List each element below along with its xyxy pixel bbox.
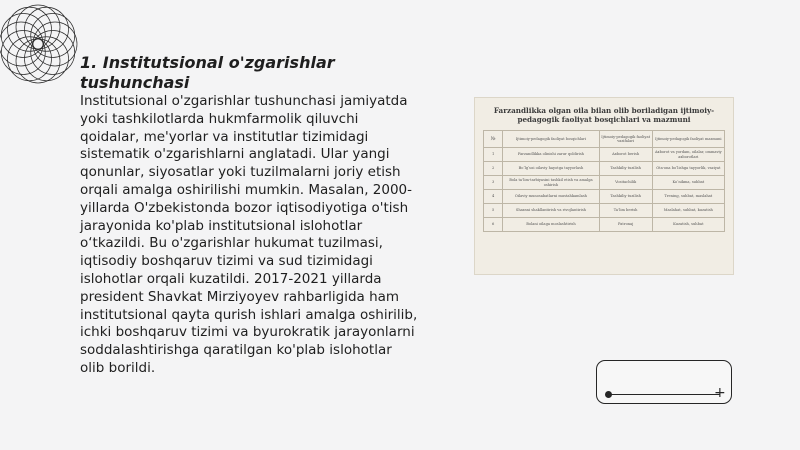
table-cell: Tashkiliy tuzilish [599,190,652,204]
table-cell: Bo‘lg‘usi oilaviy hayotga tayyorlash [503,162,599,176]
table-cell: Trening, suhbat, maslahat [652,190,724,204]
table-cell: Ta’lim berish [599,204,652,218]
table-row [484,148,725,162]
table-cell: Ko‘nikma, suhbat [652,176,724,190]
table-cell: Farzandlikka olinishi zarur qoldirish [503,148,599,162]
table-cell: Axborot berish [599,148,652,162]
table-row [484,162,725,176]
slider-track[interactable] [608,394,720,395]
slide-body-text: Institutsional o'zgarishlar tushunchasi jamiyatda yoki tashkilotlarda hukmfarmolik qiluvchi qoidalar, me'yorlar va institutlar tizimidagi sistematik o'zgarishlarni anglatadi. Ular yangi qonunlar, siyosatlar yoki tuzilmalarni joriy etish orqali amalga oshirilishi mumkin. Masalan, 2000-yillarda O'zbekistonda bozor iqtisodiyotiga o'tish jarayonida ko'plab institutsional islohotlar o‘tkazildi. Bu o'zgarishlar hukumat tuzilmasi, iqtisodiy boshqaruv tizimi va sud tizimidagi islohotlar orqali kuzatildi. 2017-2021 yillarda president Shavkat Mirziyoyev rahbarligida ham institutsional qayta qurish ishlari amalga oshirilib, ichki boshqaruv tizimi va byurokratik jarayonlarni soddalashtirishga qaratilgan ko'plab islohotlar olib borildi. [80,93,418,376]
table-header-cell: Ijtimoiy-pedagogik faoliyat bosqichlari [503,131,599,148]
table-header-cell: № [484,131,503,148]
table-header-cell: Ijtimoiy-pedagogik faoliyat vazifalari [599,131,652,148]
table-cell: 2 [484,162,503,176]
table-cell: 3 [484,176,503,190]
table-cell: Tashkiliy tuzilish [599,162,652,176]
table-row [484,218,725,232]
table-cell: 6 [484,218,503,232]
table-row [484,204,725,218]
table-cell: Oilaviy munosabatlarni mustahkamlash [503,190,599,204]
slider-widget[interactable] [596,360,732,404]
table-image-title: Farzandlikka olgan oila bilan olib boriladigan ijtimoiy-pedagogik faoliyat bosqichlari va mazmuni [493,106,715,124]
table-cell: Patronaj [599,218,652,232]
table-cell: 5 [484,204,503,218]
slide-title: 1. Institutsional o'zgarishlar tushunchasi [80,53,335,92]
stages-table [483,130,725,232]
table-cell: Bolani oilaga moslashtirish [503,218,599,232]
table-cell: Maslahat, suhbat, kuzatish [652,204,724,218]
table-row [484,190,725,204]
table-cell: Bola ta’lim-tarbiyasini tashkil etish va amalga oshirish [503,176,599,190]
plus-icon[interactable]: + [714,385,726,401]
table-cell: Kuzatish, suhbat [652,218,724,232]
table-cell: Shaxsni shakllantirish va rivojlantirish [503,204,599,218]
embedded-table-image [474,97,734,275]
table-cell: 4 [484,190,503,204]
table-header-row [484,131,725,148]
table-row [484,176,725,190]
dot-icon[interactable] [605,391,612,398]
table-cell: Ota-ona bo‘lishga tayyorlik, vaziyat [652,162,724,176]
table-cell: Vositachilik [599,176,652,190]
table-header-cell: Ijtimoiy-pedagogik faoliyat mazmuni [652,131,724,148]
table-cell: 1 [484,148,503,162]
spirograph-circle-icon [0,0,80,100]
table-cell: Axborot va yordam, oilalar, ommaviy axborotlari [652,148,724,162]
